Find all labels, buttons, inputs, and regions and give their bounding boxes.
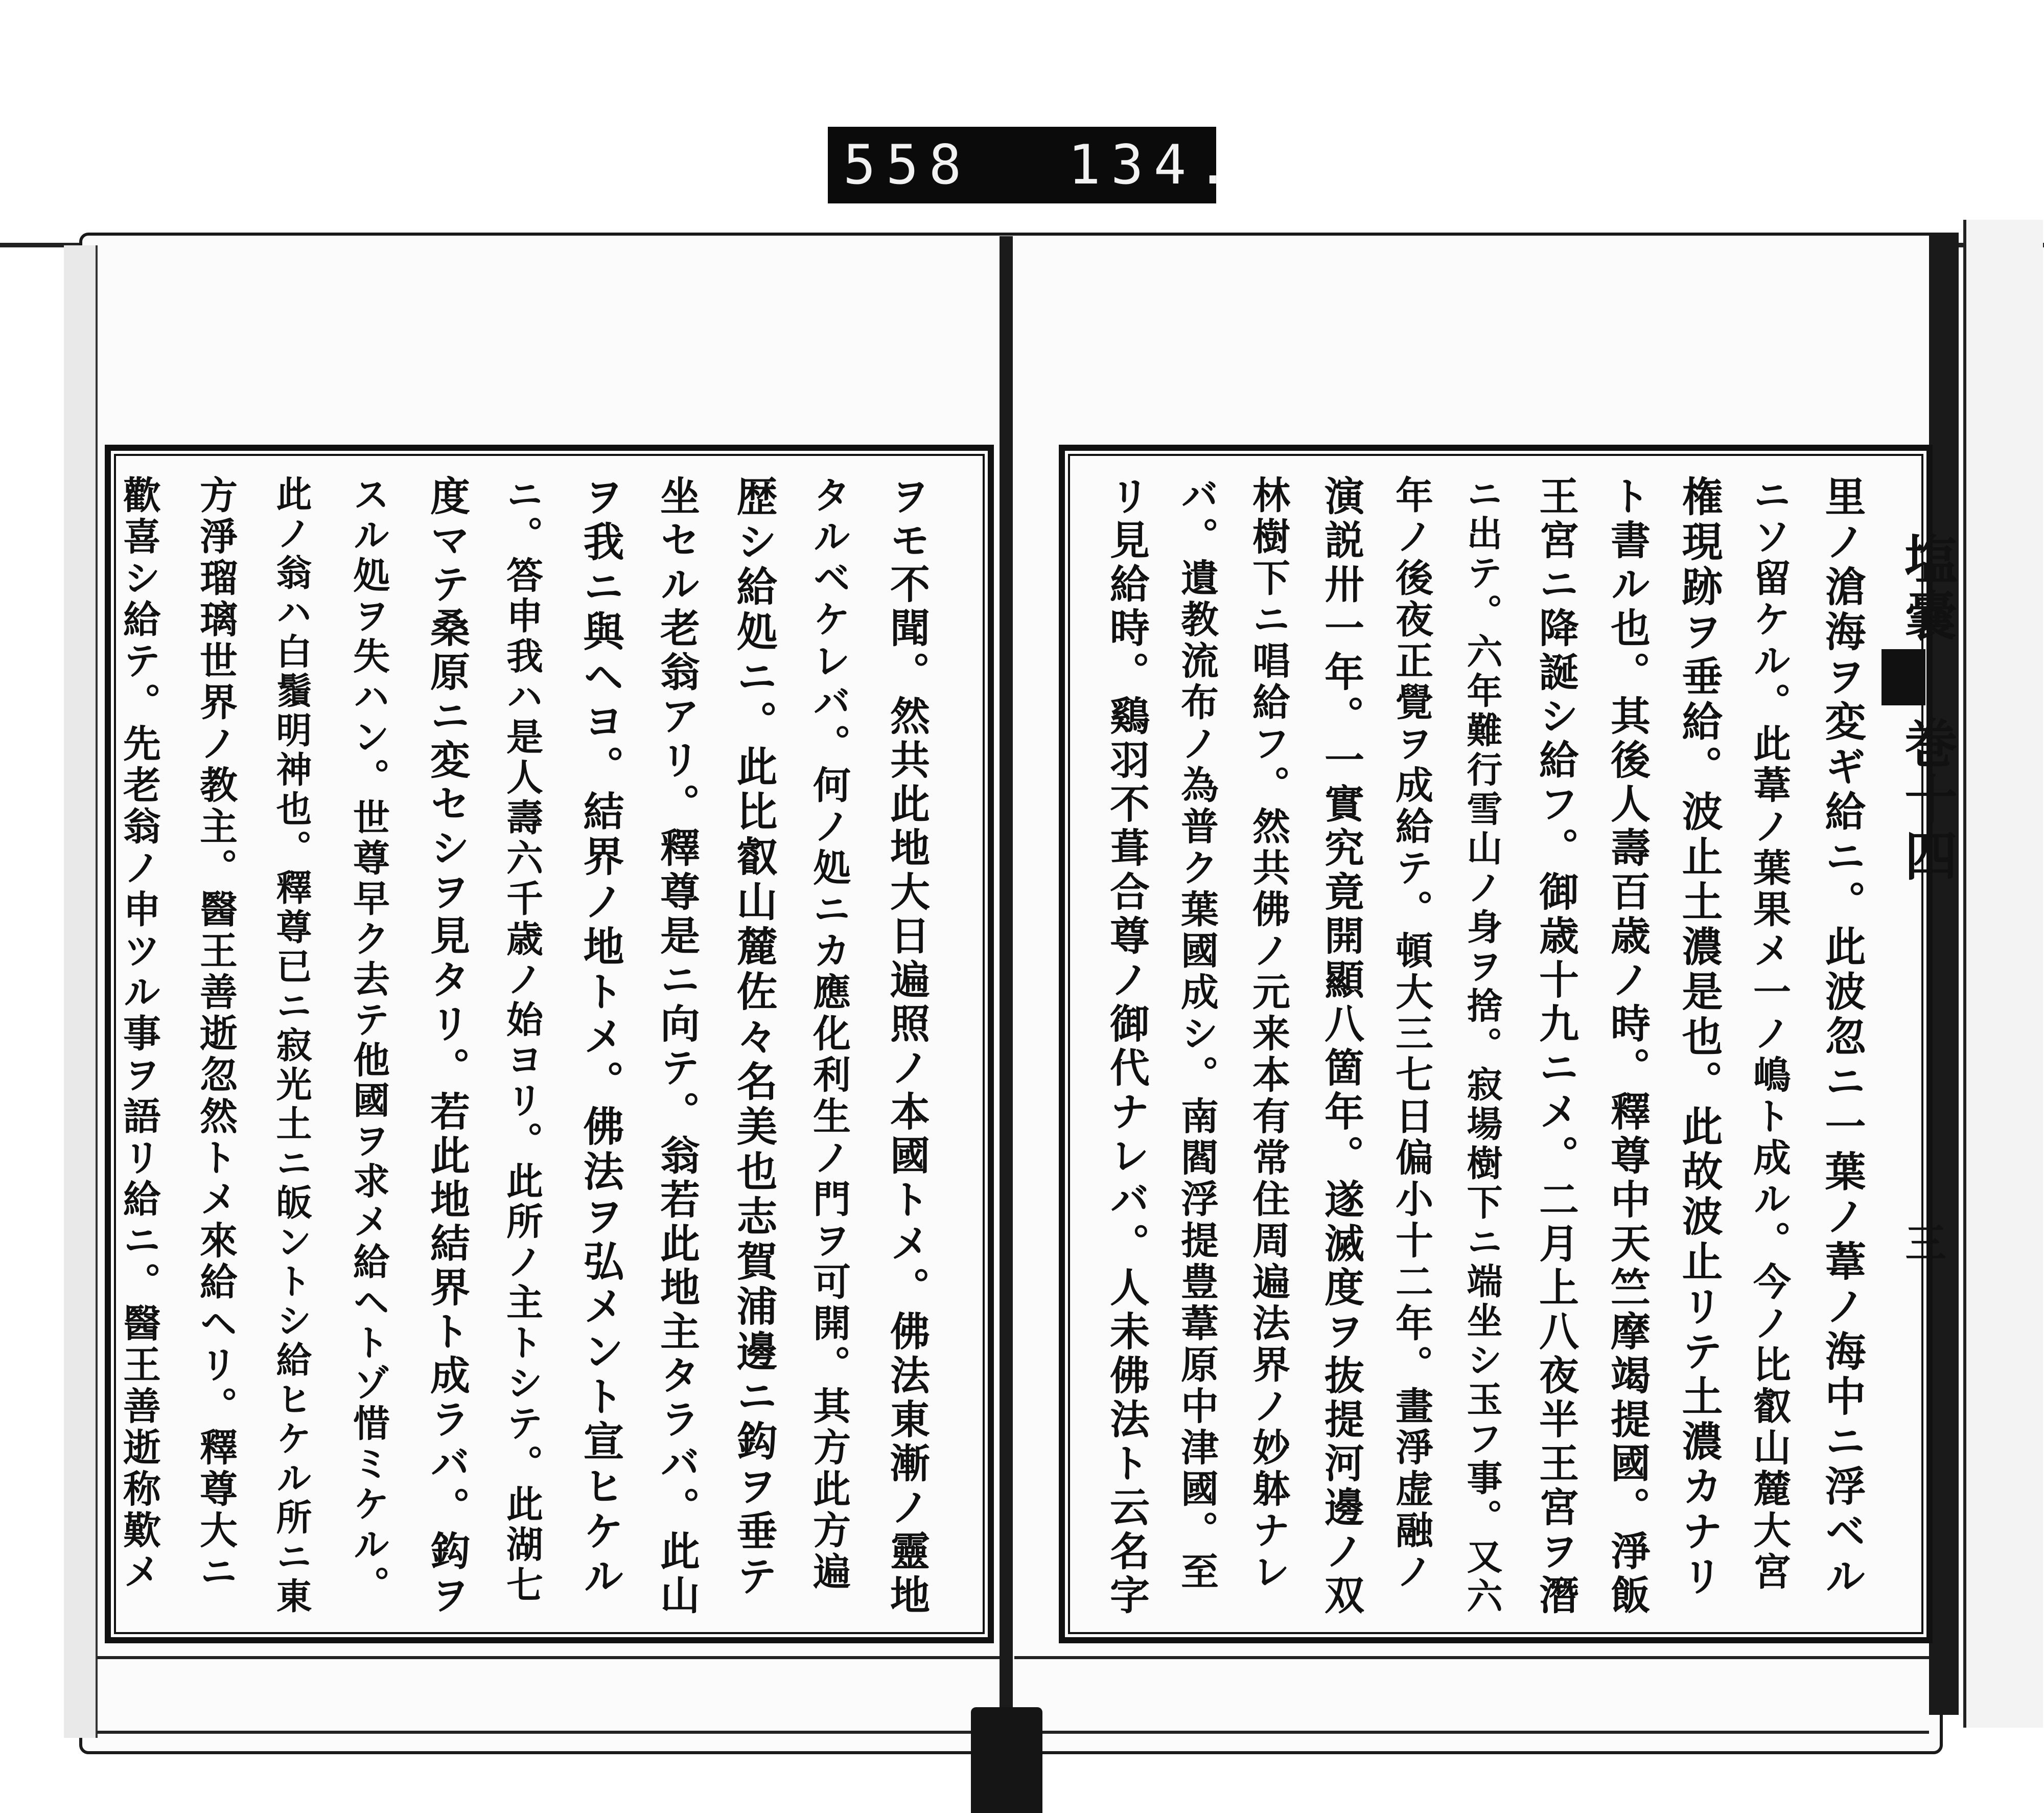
text-column: スル処ヲ失ハン。世尊早ク去テ他國ヲ求メ給ヘトゾ惜ミケル。 [347, 475, 390, 1606]
text-column: 演説卅一年。一實究竟開顯八箇年。遂滅度ヲ抜提河邊ノ双 [1318, 475, 1364, 1618]
text-column: 歴シ給処ニ。此比叡山麓佐々名美也志賀浦邊ニ鈎ヲ垂テ [730, 475, 778, 1600]
right-bottom-band [1014, 1656, 1929, 1734]
text-column: 王宮ニ降誕シ給フ。御歳十九ニメ。二月上八夜半王宮ヲ潛 [1532, 475, 1579, 1618]
running-title-marker [1882, 649, 1925, 705]
text-column: 権現跡ヲ垂給。波止土濃是也。此故波止リテ土濃カナリ [1675, 475, 1723, 1600]
text-column: ヲ我ニ與ヘヨ。結界ノ地トメ。佛法ヲ弘メント宣ヒケル [576, 475, 624, 1600]
running-title: 塩嚢 [1895, 532, 1958, 644]
text-column: 歡喜シ給テ。先老翁ノ申ツル事ヲ語リ給ニ。醫王善逝称歎メ [117, 475, 161, 1593]
call-number-tag [828, 127, 1240, 203]
volume-label: 巻十四 [1895, 716, 1958, 884]
left-bottom-band [97, 1656, 1002, 1734]
text-column: ニソ留ケル。此葦ノ葉果メ一ノ嶋ト成ル。今ノ比叡山麓大宮 [1747, 475, 1791, 1593]
right-page-edge [1929, 233, 1959, 1715]
call-number-right: 134. [1068, 133, 1240, 196]
text-column: ト書ル也。其後人壽百歳ノ時。釋尊中天竺摩竭提國。淨飯 [1604, 475, 1651, 1618]
call-number-left: 558 [843, 133, 972, 196]
text-column: 方淨瑠璃世界ノ教主。醫王善逝忽然トメ來給ヘリ。釋尊大ニ [194, 475, 238, 1593]
right-page-fore-edge [1963, 220, 2043, 1728]
text-column: 里ノ滄海ヲ変ギ給ニ。此波忽ニ一葉ノ葦ノ海中ニ浮ベル [1818, 475, 1866, 1600]
page-number: 三 [1898, 1222, 1946, 1263]
spine-foot [971, 1707, 1042, 1813]
text-column: ニ。答申我ハ是人壽六千歳ノ始ヨリ。此所ノ主トシテ。此湖七 [500, 475, 544, 1606]
text-column: リ見給時。鷄羽不葺合尊ノ御代ナレバ。人未佛法ト云名字 [1103, 475, 1150, 1618]
book-spine [1000, 236, 1013, 1790]
text-column: 年ノ後夜正覺ヲ成給テ。頓大三七日偏小十二年。畫淨虚融ノ [1389, 475, 1433, 1593]
text-column: ヲモ不聞。然共此地大日遍照ノ本國トメ。佛法東漸ノ靈地 [884, 475, 930, 1618]
left-page-edge [64, 245, 98, 1738]
text-column: 度マテ桑原ニ変セシヲ見タリ。若此地結界ト成ラバ。鈎ヲ [424, 475, 470, 1618]
text-column: ニ出テ。六年難行雪山ノ身ヲ捨。寂場樹下ニ端坐シ玉フ事。又六 [1461, 475, 1503, 1617]
text-column: タルベケレバ。何ノ処ニカ應化利生ノ門ヲ可開。其方此方遍 [807, 475, 851, 1593]
text-column: バ。遺教流布ノ為普ク葉國成シ。南閻浮提豊葦原中津國。至 [1175, 475, 1219, 1593]
text-column: 此ノ翁ハ白鬚明神也。釋尊已ニ寂光土ニ皈ントシ給ヒケル所ニ東 [270, 475, 313, 1617]
left-page-frame [105, 445, 994, 1643]
text-column: 林樹下ニ唱給フ。然共佛ノ元来本有常住周遍法界ノ妙躰ナレ [1246, 475, 1290, 1593]
text-column: 坐セル老翁アリ。釋尊是ニ向テ。翁若此地主タラバ。此山 [654, 475, 700, 1618]
